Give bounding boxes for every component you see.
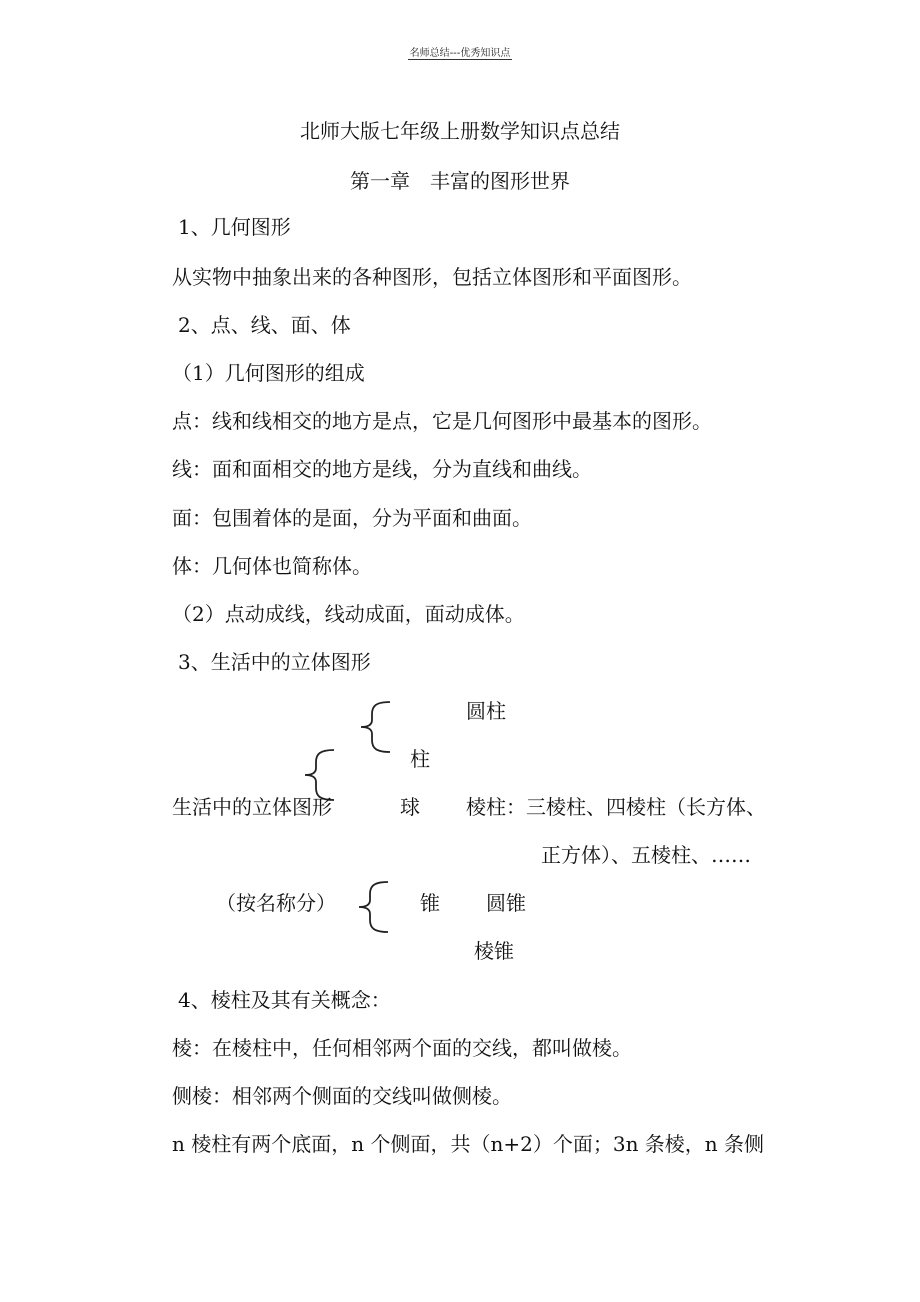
column-brace [358,700,394,754]
section-2-sub2: （2）点动成线，线动成面，面动成体。 [172,602,525,626]
chapter-title: 第一章 丰富的图形世界 [350,169,570,193]
page-header [0,44,920,59]
document-title: 北师大版七年级上册数学知识点总结 [300,119,620,143]
header-text: 名师总结---优秀知识点 [409,48,511,59]
section-4-heading: 4、棱柱及其有关概念： [178,988,391,1012]
line-definition: 线：面和面相交的地方是线，分为直线和曲线。 [172,457,592,481]
by-name-label: （按名称分） [216,891,336,915]
surface-definition: 面：包围着体的是面，分为平面和曲面。 [172,506,532,530]
section-3-heading: 3、生活中的立体图形 [178,650,371,674]
section-1-text: 从实物中抽象出来的各种图形，包括立体图形和平面图形。 [172,265,692,289]
cylinder-label: 圆柱 [466,699,506,723]
sphere-label: 球 [400,795,420,819]
point-definition: 点：线和线相交的地方是点，它是几何图形中最基本的图形。 [172,409,712,433]
cone-group-label: 锥 [420,891,440,915]
prism-label: 棱柱：三棱柱、四棱柱（长方体、 [466,795,766,819]
cone-label: 圆锥 [486,891,526,915]
pyramid-label: 棱锥 [474,939,514,963]
solid-definition: 体：几何体也简称体。 [172,554,372,578]
prism-label-continued: 正方体）、五棱柱、…… [541,843,751,867]
side-edge-definition: 侧棱：相邻两个侧面的交线叫做侧棱。 [172,1084,512,1108]
section-1-heading: 1、几何图形 [178,215,291,239]
n-prism-statement: n 棱柱有两个底面，n 个侧面，共（n+2）个面；3n 条棱，n 条侧 [172,1132,765,1156]
section-2-heading: 2、点、线、面、体 [178,313,351,337]
section-2-sub1: （1）几何图形的组成 [172,361,365,385]
column-label: 柱 [410,747,430,771]
edge-definition: 棱：在棱柱中，任何相邻两个面的交线，都叫做棱。 [172,1036,632,1060]
diagram-root-label: 生活中的立体图形 [172,795,332,819]
cone-brace [356,880,392,934]
